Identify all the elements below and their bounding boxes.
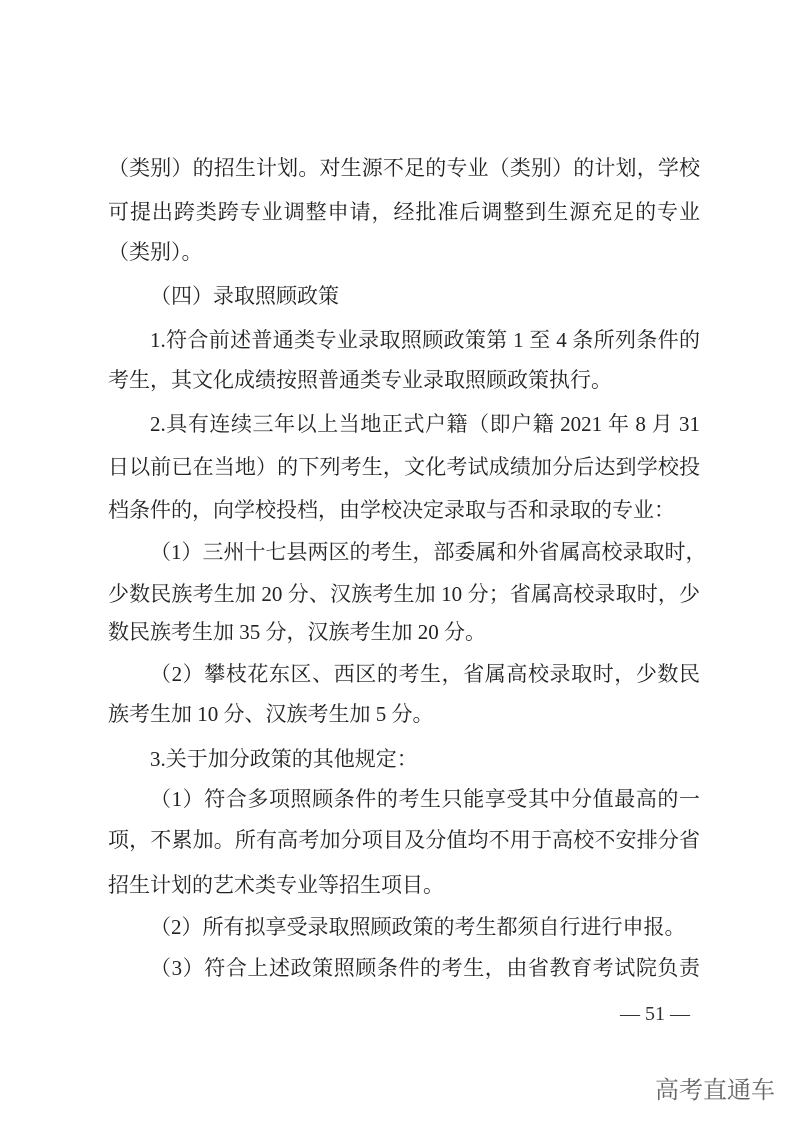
text-line: 3.关于加分政策的其他规定： bbox=[150, 747, 418, 771]
text-line: 日以前已在当地）的下列考生，文化考试成绩加分后达到学校投 bbox=[108, 455, 700, 479]
text-line: （类别）。 bbox=[108, 240, 203, 264]
text-line: （2）攀枝花东区、西区的考生，省属高校录取时，少数民 bbox=[150, 662, 700, 686]
text-line: 档条件的，向学校投档，由学校决定录取与否和录取的专业： bbox=[108, 498, 675, 522]
text-line: 1.符合前述普通类专业录取照顾政策第 1 至 4 条所列条件的 bbox=[150, 328, 700, 352]
text-line: 族考生加 10 分、汉族考生加 5 分。 bbox=[108, 702, 434, 726]
text-line: 2.具有连续三年以上当地正式户籍（即户籍 2021 年 8 月 31 bbox=[150, 412, 700, 436]
text-line: 数民族考生加 35 分，汉族考生加 20 分。 bbox=[108, 620, 486, 644]
text-line: 项，不累加。所有高考加分项目及分值均不用于高校不安排分省 bbox=[108, 828, 700, 852]
page-number: — 51 — bbox=[620, 1003, 690, 1025]
text-line: （1）三州十七县两区的考生，部委属和外省属高校录取时， bbox=[150, 540, 707, 564]
text-line: 考生，其文化成绩按照普通类专业录取照顾政策执行。 bbox=[108, 368, 612, 392]
text-line: （类别）的招生计划。对生源不足的专业（类别）的计划，学校 bbox=[108, 156, 700, 180]
text-line: （1）符合多项照顾条件的考生只能享受其中分值最高的一 bbox=[150, 787, 700, 811]
text-line: 招生计划的艺术类专业等招生项目。 bbox=[108, 873, 444, 897]
text-line: （3）符合上述政策照顾条件的考生，由省教育考试院负责 bbox=[150, 956, 700, 980]
watermark: 高考直通车 bbox=[655, 1077, 775, 1104]
section-heading: （四）录取照顾政策 bbox=[150, 284, 339, 308]
text-line: 可提出跨类跨专业调整申请，经批准后调整到生源充足的专业 bbox=[108, 200, 700, 224]
text-line: 少数民族考生加 20 分、汉族考生加 10 分；省属高校录取时，少 bbox=[108, 582, 700, 606]
text-line: （2）所有拟享受录取照顾政策的考生都须自行进行申报。 bbox=[150, 915, 686, 939]
